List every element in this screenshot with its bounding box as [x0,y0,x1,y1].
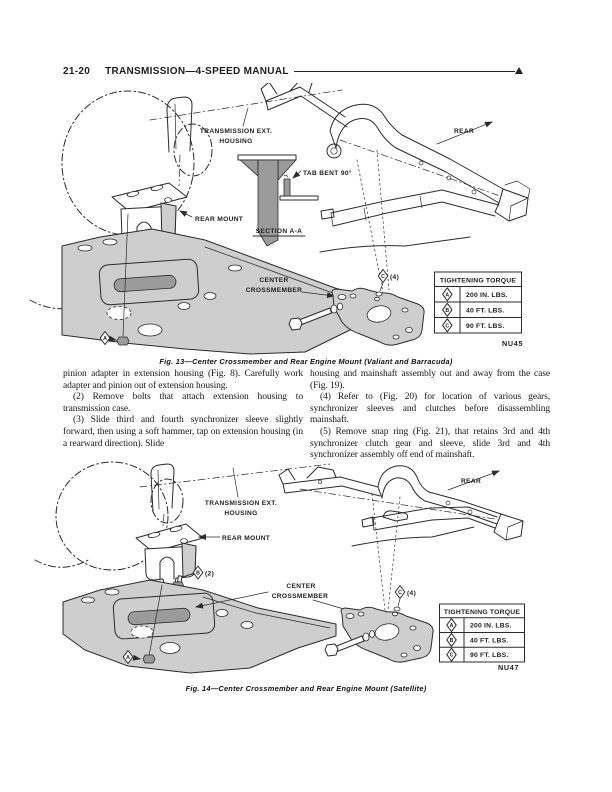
paragraph: (5) Remove snap ring (Fig. 21), that retains 3rd and 4th synchronizer clutch gear and sleeve, slide 3rd and 4th synchronizer assembly off end of mainshaft. [310,426,550,461]
paragraph: (2) Remove bolts that attach extension housing to transmission case. [63,392,303,414]
label-text: TRANSMISSION EXT. [199,128,273,135]
torque-row-value: 40 FT. LBS. [466,307,505,315]
figure-14-diagram [0,456,612,680]
label-text: CROSSMEMBER [271,593,329,600]
extension-housing [151,464,174,527]
label-rear-mount [199,535,270,542]
photo-code: NU45 [502,339,524,348]
header-rule [294,71,515,72]
torque-symbol-c-letter: C [398,590,402,596]
torque-row-symbol: A [445,292,450,299]
torque-c-callout [393,586,417,616]
label-transmission-ext-housing [200,108,272,145]
header-end-triangle-icon [515,67,523,74]
torque-row-symbol: B [449,637,454,644]
torque-row-symbol: B [445,307,450,314]
label-text: HOUSING [219,138,253,145]
rear-mount [136,524,203,584]
paragraph: (4) Refer to (Fig. 20) for location of various gears, synchronizer sleeves and clutches before disassembling mainshaft. [310,392,550,426]
torque-row-value: 90 FT. LBS. [470,652,509,660]
torque-table [440,604,525,662]
torque-symbol-a-letter: A [103,336,107,342]
torque-table-title: TIGHTENING TORQUE [443,609,521,616]
center-crossmember [62,214,390,354]
torque-row-value: 200 IN. LBS. [470,622,512,630]
torque-row-value: 40 FT. LBS. [470,637,509,645]
qty-label: (2) [205,570,215,578]
left-column [63,369,303,462]
label-text: CENTER [286,583,316,590]
label-text: HOUSING [224,510,258,517]
label-text: CENTER [259,277,289,284]
torque-row-symbol: C [445,323,450,330]
label-transmission-ext-housing [205,468,277,517]
label-text: REAR MOUNT [195,216,244,223]
torque-table [435,272,522,333]
figure-13-diagram [0,83,612,356]
label-text: REAR MOUNT [222,535,271,542]
page-title: TRANSMISSION—4-SPEED MANUAL [105,66,289,77]
qty-label: (4) [390,274,400,281]
label-tab-bent: TAB BENT 90° [303,170,352,177]
page-number: 21-20 [63,66,91,77]
label-text: CROSSMEMBER [245,287,303,294]
torque-row-symbol: C [449,652,454,659]
torque-row-value: 200 IN. LBS. [466,291,508,299]
label-text: REAR [454,128,475,135]
paragraph: housing and mainshaft assembly out and away from the case (Fig. 19). [310,369,550,391]
frame-assembly [261,83,530,292]
paragraph: pinion adapter in extension housing (Fig. 8). Carefully work adapter and pinion out of extension housing. [63,369,303,391]
label-rear-mount [180,211,243,223]
label-text: TRANSMISSION EXT. [204,500,278,507]
photo-code: NU47 [498,663,520,672]
label-section-aa: SECTION A-A [255,228,303,235]
torque-symbol-c-letter: C [381,274,385,280]
label-text: REAR [461,478,482,485]
mount-bracket [325,607,433,662]
figure-13-caption: Fig. 13—Center Crossmember and Rear Engine Mount (Valiant and Barracuda) [159,357,453,366]
right-column [310,369,550,462]
body-text [63,369,550,462]
paragraph: (3) Slide third and fourth synchronizer sleeve slightly forward, then using a soft hammer, tap on extension housing (in a rearward direction). Slide [63,415,303,449]
section-aa-inset [238,155,352,246]
torque-symbol-a-letter: A [126,655,130,661]
torque-row-value: 90 FT. LBS. [466,322,505,330]
label-rear [448,471,499,490]
figure-14-caption: Fig. 14—Center Crossmember and Rear Engine Mount (Satellite) [185,684,427,693]
page-header [63,66,523,77]
torque-row-symbol: A [449,623,454,630]
torque-symbol-b-letter: B [196,570,200,577]
torque-table-title: TIGHTENING TORQUE [439,277,517,285]
label-rear [437,122,492,144]
qty-label: (4) [407,590,417,597]
extension-housing [167,97,192,186]
